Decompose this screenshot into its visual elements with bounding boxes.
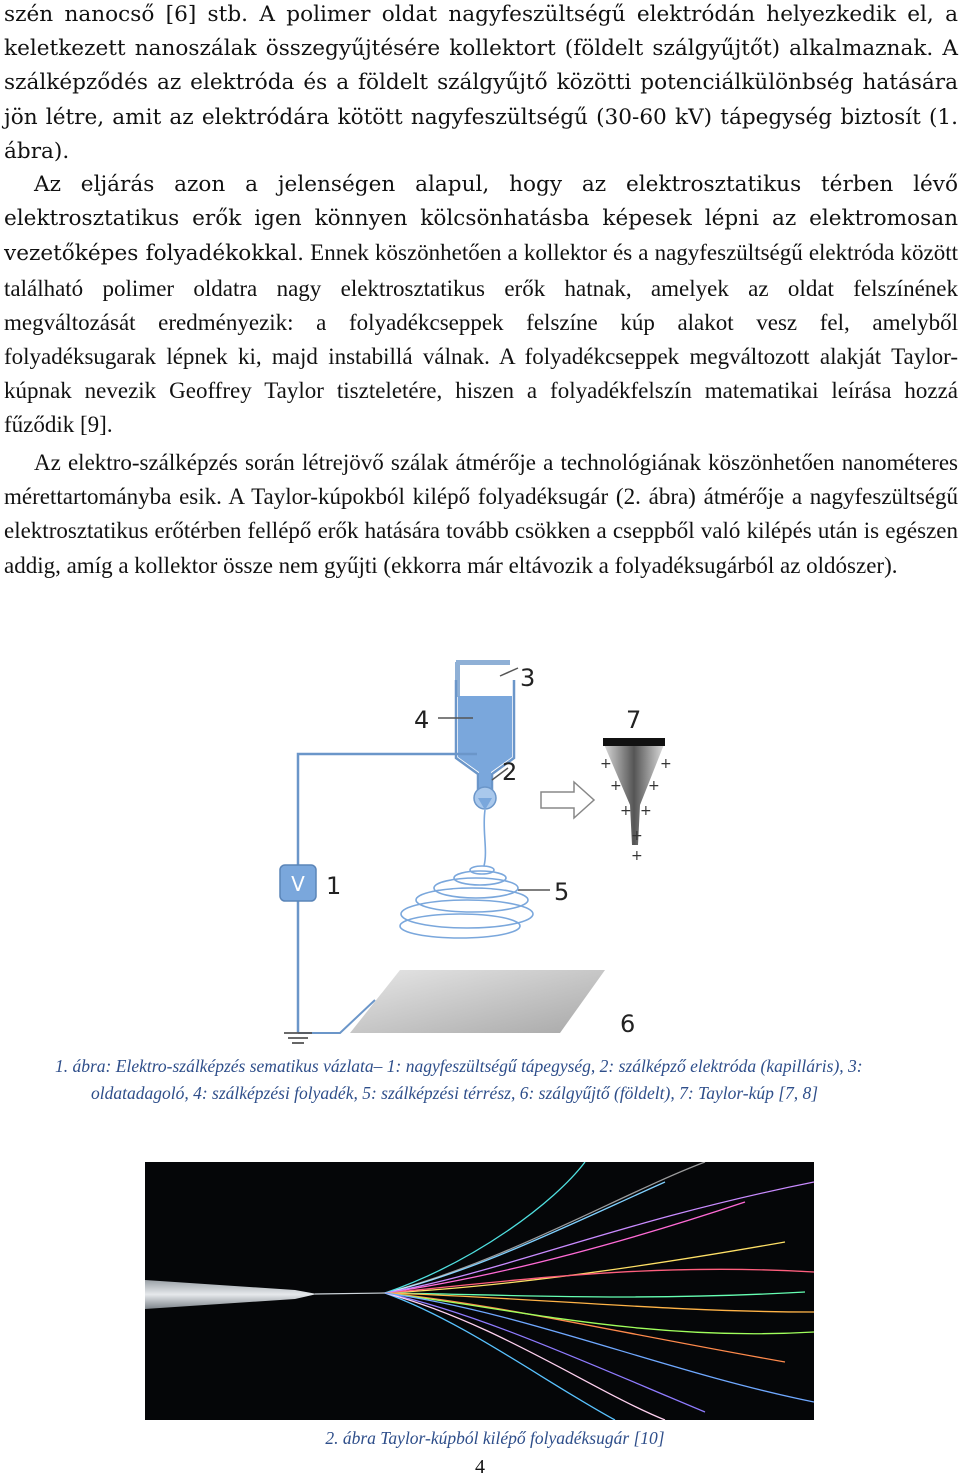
svg-text:+: + <box>631 828 643 844</box>
taylor-cone-jet-photo <box>145 1162 814 1420</box>
svg-text:+: + <box>610 778 622 794</box>
label-6: 6 <box>620 1010 636 1038</box>
label-1: 1 <box>326 872 342 900</box>
label-4: 4 <box>414 706 430 734</box>
figure-1-caption <box>55 1053 935 1107</box>
figure-1-caption-line-1: 1. ábra: Elektro-szálképzés sematikus vázlata– 1: nagyfeszültségű tápegység, 2: szálképző elektróda (kapilláris), 3: <box>55 1056 863 1076</box>
paragraph-2-part-2: Ennek köszönhetően a kollektor és a nagyfeszültségű elektróda között található polimer oldatra nagy elektrosztatikus erők hatnak, amelyek az oldat felszínének megváltozását eredményezik: a folyadékcseppek felszíne kúp alakot vesz fel, amelyből folyadéksugarak lépnek ki, majd instabillá válnak. A folyadékcseppek megváltozott alakját Taylor-kúpnak nevezik Geoffrey Taylor tiszteletére, hiszen a folyadékfelszín matematikai leírása hozzá fűződik [9]. <box>4 240 958 438</box>
ground-symbol-icon <box>284 1033 312 1043</box>
taylor-cone-image <box>600 738 672 864</box>
label-2: 2 <box>502 758 518 786</box>
figure-1-caption-line-2: oldatadagoló, 4: szálképzési folyadék, 5: szálképzési térrész, 6: szálgyűjtő (földelt), 7: Taylor-kúp [7, 8] <box>91 1083 819 1103</box>
label-5: 5 <box>554 878 570 906</box>
arrow-icon <box>541 782 594 818</box>
figure-2-caption: 2. ábra Taylor-kúpból kilépő folyadéksugár [10] <box>325 1428 665 1448</box>
paragraph-3: Az elektro-szálképzés során létrejövő szálak átmérője a technológiának köszönhetően nanométeres mérettartományba esik. A Taylor-kúpokból kilépő folyadéksugár (2. ábra) átmérője a nagyfeszültségű elektrosztatikus erőtérben fellépő erők hatására tovább csökken a cseppből való kilépés után is egészen addig, amíg a kollektor össze nem gyűjti (ekkorra már eltávozik a folyadéksugárból az oldószer). <box>4 450 958 578</box>
svg-text:+: + <box>631 848 643 864</box>
fiber-jet-spiral <box>400 810 533 938</box>
paragraph-1: szén nanocső [6] stb. A polimer oldat nagyfeszültségű elektródán helyezkedik el, a keletkezett nanoszálak összegyűjtésére kollektort (földelt szálgyűjtőt) alkalmaznak. A szálképződés az elektróda és a földelt szálgyűjtő közötti potenciálkülönbség hatására jön létre, amit az elektródára kötött nagyfeszültségű (30-60 kV) tápegység biztosít (1. ábra). <box>4 2 958 164</box>
svg-text:+: + <box>660 756 672 772</box>
syringe-reservoir <box>455 660 514 810</box>
paragraph-2-part-1: Az eljárás azon a jelenségen alapul, hogy az elektrosztatikus térben lévő elektrosztatikus erők igen könnyen kölcsönhatásba képesek lépni az elektromosan vezetőképes folyadékokkal. <box>4 172 958 267</box>
collector-plate <box>350 970 605 1033</box>
electrospinning-schematic-figure <box>260 650 680 1045</box>
svg-text:+: + <box>620 803 632 819</box>
voltmeter-label: V <box>291 872 305 896</box>
label-3: 3 <box>520 664 536 692</box>
page-number: 4 <box>475 1456 485 1478</box>
leader-line-3 <box>500 668 518 676</box>
svg-text:+: + <box>640 803 652 819</box>
svg-text:+: + <box>600 756 612 772</box>
svg-text:+: + <box>648 778 660 794</box>
label-7: 7 <box>626 706 642 734</box>
paragraph-2 <box>4 168 958 443</box>
